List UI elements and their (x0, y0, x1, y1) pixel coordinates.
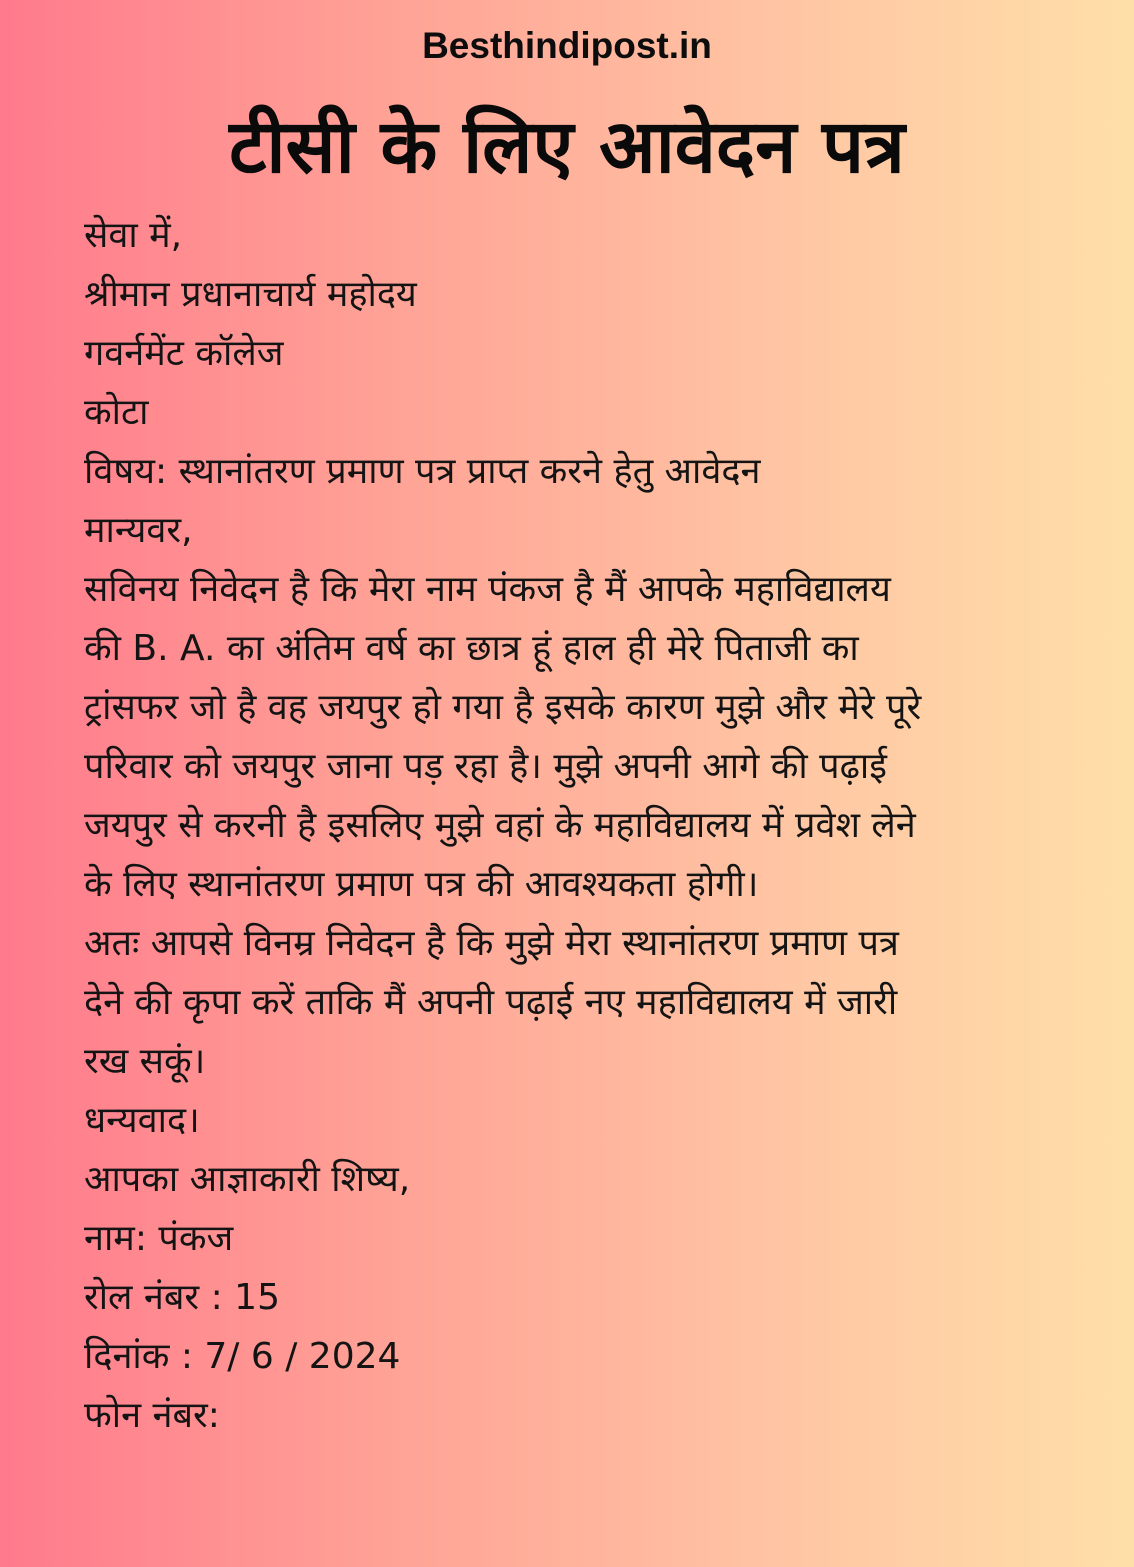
letter-city: कोटा (84, 392, 149, 433)
letter-body (84, 206, 1084, 1445)
letter-institution: गवर्नमेंट कॉलेज (84, 333, 284, 374)
letter-request-line: देने की कृपा करें ताकि मैं अपनी पढ़ाई नए महाविद्यालय में जारी (84, 982, 898, 1023)
site-name: Besthindipost.in (422, 25, 712, 66)
letter-date: दिनांक : 7/ 6 / 2024 (84, 1336, 401, 1377)
letter-body-line: की B. A. का अंतिम वर्ष का छात्र हूं हाल ही मेरे पिताजी का (84, 628, 859, 669)
letter-subject: विषय: स्थानांतरण प्रमाण पत्र प्राप्त करने हेतु आवेदन (84, 451, 761, 492)
letter-body-line: सविनय निवेदन है कि मेरा नाम पंकज है मैं आपके महाविद्यालय (84, 569, 891, 610)
letter-body-line: परिवार को जयपुर जाना पड़ रहा है। मुझे अपनी आगे की पढ़ाई (84, 746, 887, 787)
page-title: टीसी के लिए आवेदन पत्र (229, 104, 905, 190)
letter-request-line: अतः आपसे विनम्र निवेदन है कि मुझे मेरा स्थानांतरण प्रमाण पत्र (84, 923, 899, 964)
letter-thanks: धन्यवाद। (84, 1100, 200, 1141)
letter-name: नाम: पंकज (84, 1218, 234, 1259)
letter-recipient: श्रीमान प्रधानाचार्य महोदय (84, 274, 417, 315)
letter-request-line: रख सकूं। (84, 1041, 206, 1082)
letter-roll-number: रोल नंबर : 15 (84, 1277, 280, 1318)
letter-closing: आपका आज्ञाकारी शिष्य, (84, 1159, 411, 1200)
letter-phone: फोन नंबर: (84, 1395, 220, 1436)
letter-body-line: जयपुर से करनी है इसलिए मुझे वहां के महाविद्यालय में प्रवेश लेने (84, 805, 916, 846)
letter-body-line: के लिए स्थानांतरण प्रमाण पत्र की आवश्यकता होगी। (84, 864, 759, 905)
letter-salutation: सेवा में, (84, 215, 183, 256)
letter-body-line: ट्रांसफर जो है वह जयपुर हो गया है इसके कारण मुझे और मेरे पूरे (84, 687, 922, 728)
letter-greeting: मान्यवर, (84, 510, 193, 551)
